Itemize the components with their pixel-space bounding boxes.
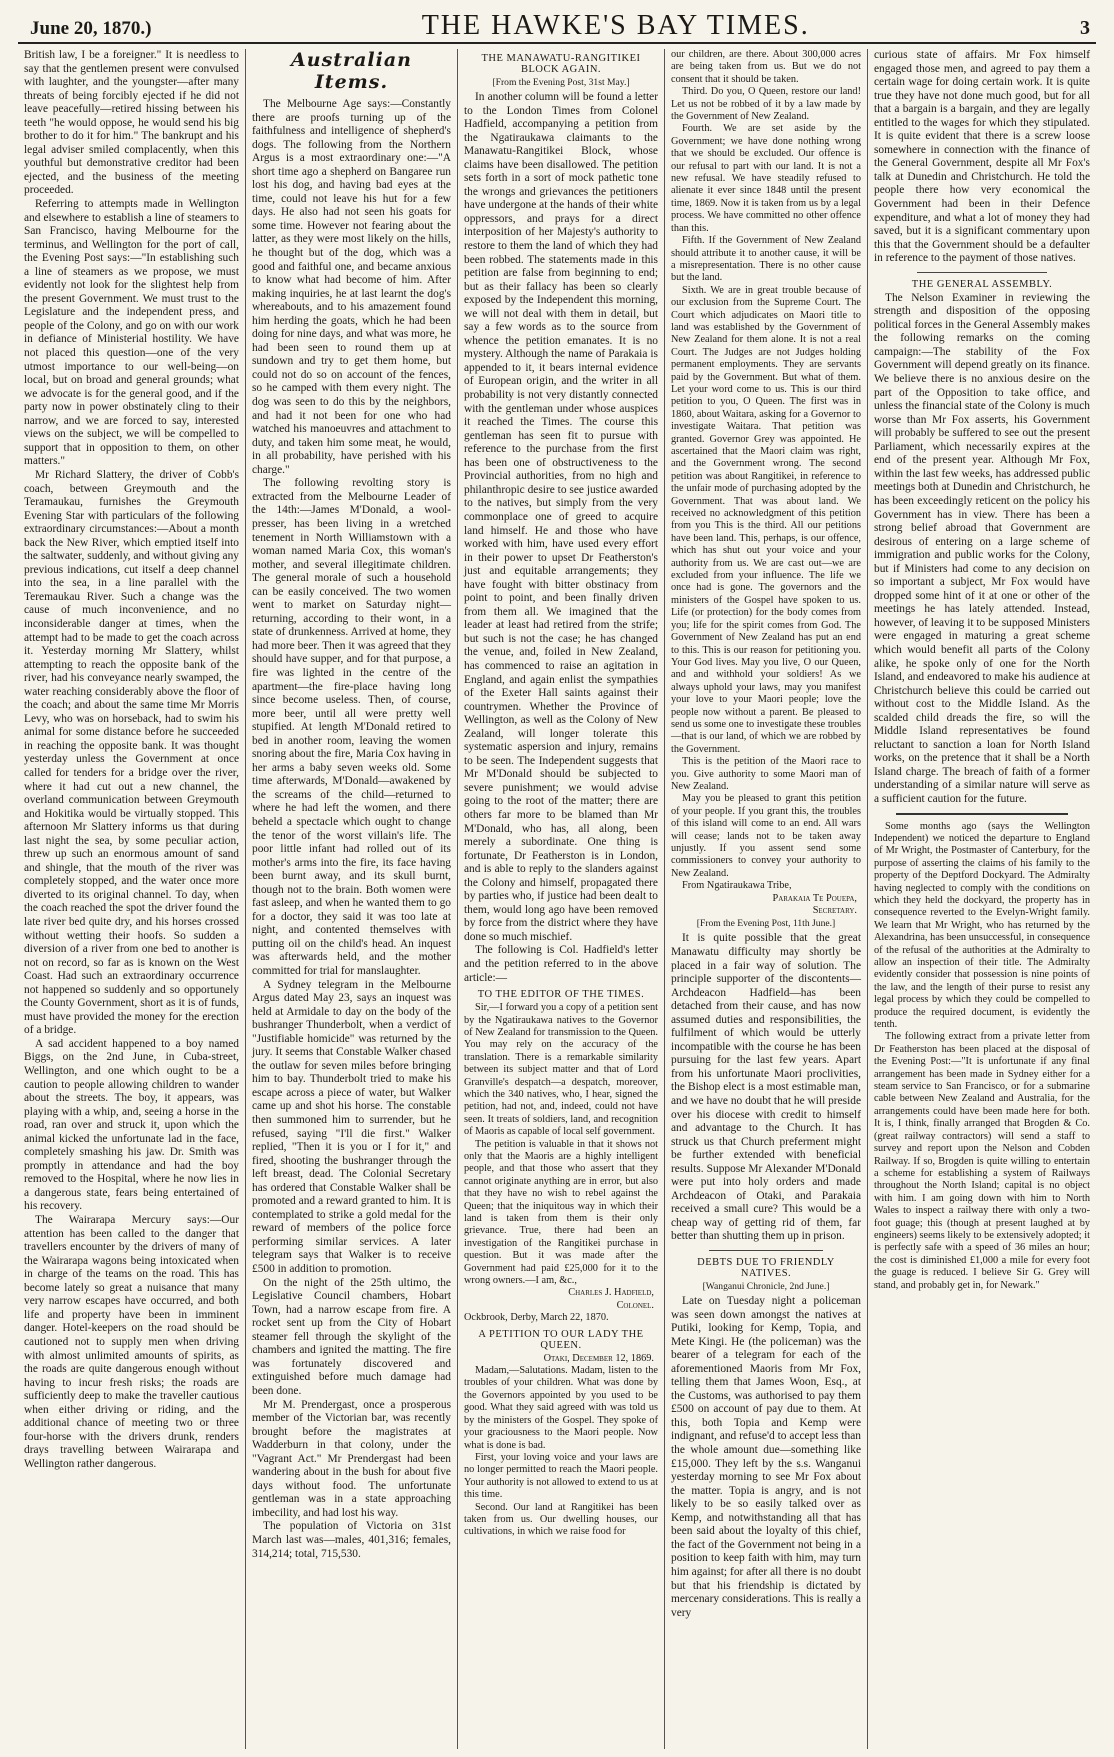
divider xyxy=(709,1250,823,1251)
signature-name: Charles J. Hadfield, xyxy=(568,1287,654,1299)
article-paragraph: The Melbourne Age says:—Constantly there are proofs turning up of the faithfulness and intelligence of shepherd's dogs. The following from the Northern Argus is a most extraordinary one:—"A short time ago a shepherd on Bangaree run lost his dog, and having bad eyes at the time, could not leave his hut for a few days. He also had not seen his goats for some time. However not fearing about the latter, as they were most likely on the hills, he thought but of the dog, which was a good and faithful one, and became anxious to know what had become of him. After making inquiries, he at last learnt the dog's whereabouts, and to his amazement found him herding the goats, which he had been doing for nine days, and what was more, he had been seen to round them up at sundown and try to get them home, but could not do so on account of the fences, so he camped with them every night. The dog was seen to do this by the neighbors, and had it not been for one who had watched his manoeuvres and attachment to duty, and taken him some meat, he would, in all probability, have perished with his charge." xyxy=(252,98,451,476)
source-line: [From the Evening Post, 31st May.] xyxy=(492,77,630,88)
column-2 xyxy=(245,49,457,1749)
article-paragraph: Late on Tuesday night a policeman was seen down amongst the natives at Putiki, looking for Kemp, Topia, and Mete Kingi. He (the policeman) was the bearer of a telegram for each of the aforementioned Maoris from Mr Fox, telling them that James Woon, Esq., at the Customs, was authorised to pay them £500 on account of pay due to them. At this, both Topia and Kemp were indignant, and refuse'd to accept less than the whole amount due—something like £15,000. They left by the s.s. Wanganui yesterday morning to see Mr Fox about the matter. Topia is angry, and is not likely to be so easily talked over as Kemp, and notwithstanding all that has been said about the loyalty of this chief, the fact of the Government not being in a position to keep faith with him, may turn him against; for after all there is no doubt but that his friendship is dictated by mercenary considerations. This is really a very xyxy=(671,1295,861,1619)
article-paragraph: British law, I be a foreigner." It is needless to say that the gentlemen present were convulsed with laughter, and the youngster—after many threats of being forcibly ejected if he did not leave peacefully—retired hissing between his teeth "he would oppose, he would send his big brother to do it for him." The bankrupt and his legal adviser smiled complacently, when this youthful but demonstrative creditor had been ejected, and the business of the meeting proceeded. xyxy=(24,49,239,197)
column-3 xyxy=(457,49,664,1749)
article-paragraph: It is quite possible that the great Manawatu difficulty may shortly be placed in a fair way of solution. The principle supporter of the discontents—Archdeacon Hadfield—has been detached from their cause, and has now assumed duties and responsibilities, the fulfilment of which would be utterly incompatible with the course he has been pursuing for the last few years. Apart from his unfortunate Maori proclivities, the Bishop elect is a most estimable man, and we have no doubt that he will preside over his diocese with credit to himself and advantage to the Church. It has struck us that Church preferment might be further extended with beneficial results. Suppose Mr Alexander M'Donald were put into holy orders and made Archdeacon of Otaki, and Parakaia received a small cure? This would be a cheap way of getting rid of them, far better than shutting them up in prison. xyxy=(671,932,861,1243)
article-heading: THE GENERAL ASSEMBLY. xyxy=(911,278,1053,290)
from-line: From Ngatiraukawa Tribe, xyxy=(682,880,792,892)
divider xyxy=(917,272,1047,273)
petition-heading: A PETITION TO OUR LADY THE QUEEN. xyxy=(478,1328,644,1351)
divider xyxy=(896,813,1069,815)
column-1 xyxy=(18,49,245,1749)
petition-paragraph: Madam,—Salutations. Madam, listen to the troubles of your children. What was done by the Governors appointed by you used to be good. What they said agreed with was told us by the ministers of the Gospel. They spoke of your graciousness to the Maori people. Now what is done is bad. xyxy=(464,1365,658,1451)
columns xyxy=(18,49,1096,1749)
article-paragraph: The population of Victoria on 31st March last was—males, 401,316; females, 314,214; total, 715,530. xyxy=(252,1520,451,1560)
petition-paragraph: Third. Do you, O Queen, restore our land! Let us not be robbed of it by a law made by the Government of New Zealand. xyxy=(671,86,861,123)
article-paragraph: curious state of affairs. Mr Fox himself engaged those men, and agreed to pay them a certain wage for doing certain work. It is quite true they have not done much good, but for all that a bargain is a bargain, and they are legally entitled to the wages for which they stipulated. It is quite evident that there is a screw loose somewhere in connection with the finance of the General Government, despite all Mr Fox's talk at Dunedin and Christchurch. He told the people there how very economical the Government had been in their Defence expenditure, and what a lot of money they had saved, but it is a significant commentary upon this that the Government should be a defaulter in reference to the payment of those natives. xyxy=(874,49,1090,265)
petition-place: Otaki, December 12, 1869. xyxy=(543,1352,654,1364)
issue-date: June 20, 1870.) xyxy=(30,18,152,39)
article-paragraph: Mr M. Prendergast, once a prosperous member of the Victorian bar, was recently brought before the magistrates at Wadderburn in that colony, under the "Vagrant Act." Mr Prendergast had been wandering about in the bush for about five days without food. The unfortunate gentleman was in a state approaching imbecility, and had lost his way. xyxy=(252,1398,451,1519)
petition-paragraph: Sixth. We are in great trouble because of our exclusion from the Supreme Court. The Court which adjudicates on Maori title to land was established by the Government of New Zealand for them alone. It is not a real Court. The Judges are not Judges holding permanent employments. They are servants paid by the Government. But what of them. Let your word come to us. This is our third petition to you, O Queen. The first was in 1860, about Waitara, asking for a Governor to investigate Waitara. That petition was granted. Governor Grey was appointed. He ascertained that the Maori claim was right, and the Government wrong. The second petition was about Rangitikei, in reference to the unfair mode of purchasing adopted by the Government. That was about land. We received no acknowledgment of this petition from you This is the third. All our petitions have been land. This, perhaps, is our offence, which has shut out your voice and your authority from us. We are cast out—we are excluded from your influence. The life we once had is gone. The governors and the ministers of the Gospel have spoken to us. Life (or protection) for the body comes from you; life for the spirit comes from God. The Government of New Zealand has put an end to this. This is our reason for petitioning you. Your God lives. May you live, O our Queen, and and withhold your soldiers! As we always uphold your laws, may you manifest your love to your Maori people; love the people now without a parent. Be pleased to send us some one to investigate these troubles—that is our land, of which we are robbed by the Government. xyxy=(671,284,861,755)
article-paragraph: The following extract from a private letter from Dr Featherston has been placed at the disposal of the Evening Post:—"It is unfortunate if any final arrangement has been made in Sydney either for a steam service to San Francisco, or for a submarine cable between New Zealand and Australia, for the arrangements could have been made here for both. It is, I think, finally arranged that Brogden & Co. (great railway contractors) will send a staff to survey and report upon the Nelson and Cobden Railway. If so, Brogden is quite willing to entertain a scheme for establishing a system of Railways throughout the North Island; capital is no object with him. I am going down with him to North Wales to inspect a railway there with only a two-foot guage; this (though at present laughed at by engineers) seems likely to be extensively adopted; it is perfectly safe with a speed of 36 miles an hour; the cost is diminished £1,000 a mile for every foot the guage is reduced. I believe Sir G. Grey will stand, and probably get in, for Newark." xyxy=(874,1031,1090,1291)
petition-paragraph: Fifth. If the Government of New Zealand should attribute it to another cause, it will be a misrepresentation. There is no other cause but the land. xyxy=(671,235,861,284)
petition-paragraph: Fourth. We are set aside by the Government; we have done nothing wrong that we should be excluded. Our offence is our refusal to part with our land. It is not a new refusal. We have steadily refused to alienate it ever since 1848 until the present time, 1869. Now it is taken from us by a legal process. We have committed no other offence than this. xyxy=(671,123,861,234)
article-heading: THE MANAWATU-RANGITIKEI BLOCK AGAIN. xyxy=(481,53,641,75)
petition-paragraph: our children, are there. About 300,000 acres are being taken from us. But we do not consent that it should be taken. xyxy=(671,49,861,85)
article-paragraph: The following is Col. Hadfield's letter and the petition referred to in the above article:— xyxy=(464,944,658,984)
letter-block xyxy=(464,989,658,1539)
article-paragraph: On the night of the 25th ultimo, the Legislative Council chambers, Hobart Town, had a narrow escape from fire. A rocket sent up from the City of Hobart steamer fell through the skylight of the chambers and ignited the matting. The fire was fortunately discovered and extinguished before much damage had been done. xyxy=(252,1276,451,1397)
article-paragraph: In another column will be found a letter to the London Times from Colonel Hadfield, accompanying a petition from the Ngatiraukawa claimants to the Manawatu-Rangitikei Block, whose claims have been disallowed. The petition sets forth in a sort of mock pathetic tone the wrongs and grievances the petitioners have undergone at the hands of their white oppressors, and prays for a direct interposition of her Majesty's authority to restore to them the land of which they had been robbed. The statements made in this petition are false from beginning to end; but as their fallacy has been so clearly exposed by the Independent this morning, we will not deal with them in detail, but say a few words as to the source from whence the petition emanates. It is no mystery. Although the name of Parakaia is appended to it, it bears internal evidence of European origin, and the writer in all probability is not very distantly connected with the gentleman under whose auspices it reached the Times. The course this gentleman has seen fit to pursue with reference to the purchase from the first has been one of obstructiveness to the Provincial authorities, from no high and philanthropic desire to see justice awarded to the natives, but simply from the very commonplace one of greed to acquire land himself. He and those who have worked with him, have used every effort in their power to upset Dr Featherston's just and equitable arrangements; they have fought with bitter obstinacy from point to point, and been finally driven from them all. We imagined that the leader at least had retired from the strife; but such is not the case; he has changed the venue, and, foiled in New Zealand, has commenced to raise an agitation in England, and again enlist the sympathies of the Exeter Hall saints against their countrymen. Whether the Province of Wellington, as well as the Colony of New Zealand, will longer tolerate this systematic aspersion and injury, remains to be seen. The Independent suggests that Mr M'Donald should be subjected to severe punishment; we would advise going to the root of the matter; there are others far more to be blamed than Mr M'Donald, who has, all along, been merely a subordinate. One thing is fortunate, Dr Featherston is in London, and is able to reply to the slanders against the Colony and himself, propagated there by parties who, if justice had been dealt to them, would long ago have been removed by force from the district where they have done so much mischief. xyxy=(464,91,658,943)
petition-paragraph: This is the petition of the Maori race to you. Give authority to some Maori man of New Zealand. xyxy=(671,756,861,792)
page-number: 3 xyxy=(1080,17,1090,39)
petition-paragraph: Second. Our land at Rangitikei has been taken from us. Our dwelling houses, our cultivations, in which we raise food for xyxy=(464,1501,658,1538)
article-paragraph: Mr Richard Slattery, the driver of Cobb's coach, between Greymouth and the Teramaukau, furnishes the Greymouth Evening Star with particulars of the following extraordinary circumstances:—About a month back the New River, which emptied itself into the saltwater, suddenly, and without giving any previous indications, cut itself a deep channel into the sea, in a line parallel with the Teremaukau River. Such a change was the cause of much inconvenience, and no inconsiderable danger at times, when the attempt had to be made to get the coach across it. Yesterday morning Mr Slattery, whilst attempting to reach the opposite bank of the river, had his conveyance nearly swamped, the water reaching considerably above the floor of the coach; and about the same time Mr Morris Levy, who was on horseback, had to swim his animal for some distance before he succeeded in reaching the opposite bank. It was thought yesterday unless the Government at once called for tenders for a bridge over the river, where it had cut out a new channel, the overland communication between Greymouth and Hokitika would be virtually stopped. This afternoon Mr Slattery informs us that during last night the sea, by some peculiar action, threw up such an enormous amount of sand and shingle, that the mouth of the river was completely stopped, and the water once more diverted to its original channel. To day, when the coach reached the spot the driver found the late river bed quite dry, and his horses crossed without wetting their hoofs. So sudden a diversion of a river from one bed to another is not on record, so far as is known on the West Coast. Had such an extraordinary occurrence not happened so suddenly and so opportunely the County Government, short as it is of funds, must have provided the money for the erection of a bridge. xyxy=(24,468,239,1037)
article-paragraph: The Nelson Examiner in reviewing the strength and disposition of the opposing political forces in the General Assembly makes the following remarks on the coming campaign:—The stability of the Fox Government will depend greatly on its finance. We believe there is no anxious desire on the part of the Opposition to take office, and unless the financial state of the Colony is much worse than Mr Fox asserts, his Government will probably be suffered to see out the present Parliament, which necessarily expires at the end of the present year. Although Mr Fox, within the last few weeks, has addressed public meetings both at Dunedin and Christchurch, he has been exceedingly reticent on the policy his Government has in view. There has been a strong belief abroad that Government are desirous of entering on a large scheme of immigration and public works for the Colony, but if Ministers had come to any decision on so important a subject, Mr Fox would have dropped some hint of it at one or other of the meetings he has lately attended. Instead, however, of leaving it to be supposed Ministers were engaged in maturing a great scheme which would benefit all parts of the Colony alike, he spoke only of one for the North Island, and endeavored to make his audience at Christchurch believe this could be carried out without cost to the Middle Island. As the scalded child dreads the fire, so will the Middle Island representatives be found reluctant to sanction a loan for North Island works, on the pretence that it shall be a North Island charge. The breach of faith of a former understanding of a similar nature will serve as a sufficient caution for the future. xyxy=(874,291,1090,805)
petition-continued xyxy=(671,49,861,917)
petition-paragraph: First, your loving voice and your laws are no longer permitted to reach the Maori people. Your authority is not allowed to extend to us at this time. xyxy=(464,1451,658,1501)
petition-paragraph: May you be pleased to grant this petition of your people. If you grant this, the troubles of this island will come to an end. All wars will cease; lands not to be taken away unjustly. If you assent send some commissioners to convey your authority to New Zealand. xyxy=(671,793,861,879)
news-items xyxy=(874,821,1090,1292)
article-paragraph: Referring to attempts made in Wellington and elsewhere to establish a line of steamers to San Francisco, having Melbourne for the terminus, and Wellington for the port of call, the Evening Post says:—"In establishing such a line of steamers as we propose, we must evidently not look for the slightest help from the present Government. We must trust to the Legislature and the independent press, and people of the Colony, and go on with our work in defiance of Ministerial hostility. We have not placed this question—one of the very utmost importance to our well-being—on local, but on broad and general grounds; what we advocate is for the general good, and if the party now in power obstinately cling to their narrow, and we are forced to say, interested views on the subject, we will be compelled to support that in opposition to them, on other matters." xyxy=(24,198,239,468)
article-paragraph: The following revolting story is extracted from the Melbourne Leader of the 14th:—James M'Donald, a wool-presser, has been living in a wretched tenement in North Williamstown with a woman named Maria Cox, this woman's mother, and several illegitimate children. The general morale of such a household can be easily conceived. The two women went to market on Saturday night—returning, according to their wont, in a state of drunkenness. Arrived at home, they had more beer. Then it was agreed that they should have supper, and for that purpose, a fire was lighted in the centre of the apartment—the fire-place having long since become useless. Then, of course, more beer, until all were pretty well stupified. At length M'Donald retired to bed in another room, leaving the women snoring about the fire, Maria Cox having in her arms a baby seven weeks old. Some time afterwards, M'Donald—awakened by the screams of the child—returned to where he had left the women, and there beheld a spectacle which ought to change the tenor of the worst villain's life. The poor little infant had rolled out of its mother's arms into the fire, its face having been burnt away, and its skull burnt, though not to the brain. Both women were fast asleep, and when he wanted them to go for a doctor, they said it was too late at night, and contented themselves with putting oil on the child's head. An inquest was afterwards held, and the mother committed for trial for manslaughter. xyxy=(252,477,451,977)
letter-heading: TO THE EDITOR OF THE TIMES. xyxy=(477,989,645,1001)
signature-title: Colonel. xyxy=(616,1299,654,1311)
section-heading-australian-items: Australian Items. xyxy=(291,49,412,93)
article-heading: DEBTS DUE TO FRIENDLY NATIVES. xyxy=(697,1257,835,1280)
signature-title: Secretary. xyxy=(812,905,857,917)
article-paragraph: A Sydney telegram in the Melbourne Argus dated May 23, says an inquest was held at Armidale to day on the body of the bushranger Thunderbolt, when a verdict of "Justifiable homicide" was returned by the jury. It seems that Constable Walker chased the outlaw for seven miles before bringing him to bay. Thunderbolt tried to make his escape across a piece of water, but Walker came up and shot his horse. The constable then summoned him to surrender, but he refused, saying "I'll die first." Walker replied, "Then it is you or I for it," and fired, shooting the bushranger through the left breast, dead. The Colonial Secretary has ordered that Constable Walker shall be promoted and a reward granted to him. It is contemplated to strike a gold medal for the reward of members of the police force performing similar services. A later telegram says that Walker is to receive £500 in addition to promotion. xyxy=(252,978,451,1276)
source-line: [From the Evening Post, 11th June.] xyxy=(696,918,836,930)
masthead xyxy=(18,10,1096,44)
signature-name: Parakaia Te Pouepa, xyxy=(772,892,857,904)
column-5 xyxy=(867,49,1096,1749)
column-4 xyxy=(664,49,867,1749)
dateline: Ockbrook, Derby, March 22, 1870. xyxy=(464,1312,609,1324)
newspaper-title: THE HAWKE'S BAY TIMES. xyxy=(421,10,810,41)
article-paragraph: Some months ago (says the Wellington Independent) we noticed the departure to England of Mr Wright, the Postmaster of Canterbury, for the purpose of asserting the claims of his family to the property of the Deptford Dockyard. The Admiralty having neglected to comply with the conditions on which they held the dockyard, the property has in consequence reverted to the Evelyn-Wright family. We learn that Mr Wright, who has returned by the Alexandrina, has been unsuccessful, in consequence of the refusal of the authorities at the Admiralty to allow an inspection of their title. The Admiralty evidently consider that possession is nine points of the law, and the length of their purse to resist any legal process by which they could be compelled to produce the required document, is evidently the tenth. xyxy=(874,820,1090,1031)
article-paragraph: The Wairarapa Mercury says:—Our attention has been called to the danger that travellers encounter by the drivers of many of the Wairarapa wagons being intoxicated when in charge of the teams on the road. This has become lately so great a nuisance that many very narrow escapes have occurred, and both life and property have been in imminent danger. Hotel-keepers on the road should be cautioned not to supply men when driving with almost unlimited amounts of spirits, as the roads are quite dangerous enough without having to incur fresh risks; the roads are sufficiently deep to make the traveller cautious when either driving or riding, and the additional chance of meeting two or three four-horse with the drivers drunk, renders drays travelling between Wairarapa and Wellington rather dangerous. xyxy=(24,1214,239,1470)
article-paragraph: A sad accident happened to a boy named Biggs, on the 2nd June, in Cuba-street, Wellington, and one which ought to be a caution to people allowing children to wander about the streets. The boy, it appears, was playing with a whip, and, seeing a horse in the road, ran over and struck it, upon which the animal kicked the unfortunate lad in the face, completely smashing his jaw. Dr. Smith was promptly in attendance and had the boy removed to the Hospital, where he now lies in a dangerous state, fears being entertained of his recovery. xyxy=(24,1037,239,1213)
letter-paragraph: The petition is valuable in that it shows not only that the Maoris are a highly intelligent people, and that those who assert that they cannot originate anything are in error, but also that they have no wish to rebel against the Queen; that the iniquitous way in which their land is taken from them is their only grievance. True, there had been an investigation of the Rangitikei purchase in question. But it was made after the Government had paid £25,000 for it to the wrong owners.—I am, &c., xyxy=(464,1138,658,1287)
letter-paragraph: Sir,—I forward you a copy of a petition sent by the Ngatiraukawa natives to the Governor of New Zealand for transmission to the Queen. You may rely on the accuracy of the translation. There is a remarkable similarity between its subject matter and that of Lord Granville's despatch—a despatch, moreover, which the 340 natives, who, I hear, signed the petition, had not, and, indeed, could not have seen. It treats of soldiers, land, and recognition of Maoris as capable of local self government. xyxy=(464,1002,658,1138)
source-line: [Wanganui Chronicle, 2nd June.] xyxy=(702,1281,830,1293)
